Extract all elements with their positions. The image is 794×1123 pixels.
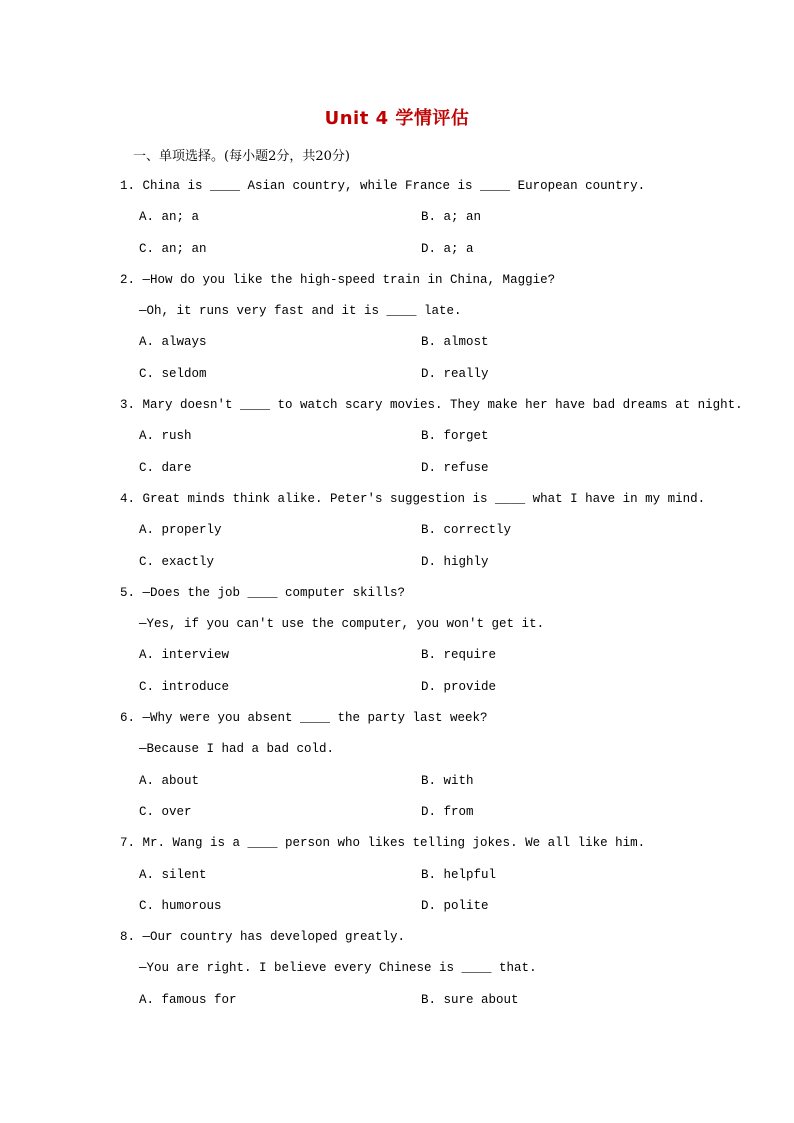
option-d: D. from [421, 804, 474, 819]
question-3 [120, 395, 743, 489]
option-a: A. properly [139, 523, 222, 538]
option-b: B. require [421, 648, 497, 663]
question-stem: 1. China is ____ Asian country, while France is ____ European country. [120, 179, 646, 193]
option-d: D. a; a [421, 241, 474, 256]
question-4 [120, 489, 720, 583]
option-a: A. silent [139, 867, 207, 882]
option-c: C. over [139, 804, 192, 819]
option-a: A. interview [139, 648, 230, 663]
question-reply: —You are right. I believe every Chinese is ____ that. [139, 961, 537, 976]
option-d: D. really [421, 366, 489, 381]
options-row [120, 802, 720, 833]
question-list [120, 176, 743, 1021]
question-reply: —Because I had a bad cold. [139, 742, 335, 757]
option-c: C. exactly [139, 554, 215, 569]
question-1 [120, 176, 720, 270]
options-row [120, 771, 720, 802]
options-row [120, 552, 720, 583]
option-d: D. provide [421, 679, 497, 694]
question-stem: 2. —How do you like the high-speed train in China, Maggie? [120, 272, 556, 287]
option-a: A. an; a [139, 210, 200, 225]
options-row [120, 458, 720, 489]
question-6 [120, 708, 720, 833]
option-b: B. forget [421, 429, 489, 444]
question-5 [120, 583, 720, 708]
options-row [120, 426, 720, 457]
options-row [120, 896, 720, 927]
options-row [120, 990, 720, 1021]
options-row [120, 239, 720, 270]
option-d: D. highly [421, 554, 489, 569]
options-row [120, 332, 720, 363]
question-2 [120, 270, 720, 395]
option-b: B. a; an [421, 210, 482, 225]
option-b: B. almost [421, 335, 489, 350]
options-row [120, 364, 720, 395]
option-a: A. always [139, 335, 207, 350]
option-b: B. sure about [421, 992, 519, 1007]
option-a: A. famous for [139, 992, 237, 1007]
option-b: B. correctly [421, 523, 512, 538]
option-c: C. an; an [139, 241, 207, 256]
options-row [120, 677, 720, 708]
option-b: B. with [421, 773, 474, 788]
question-stem: 5. —Does the job ____ computer skills? [120, 585, 406, 600]
question-stem: 8. —Our country has developed greatly. [120, 930, 406, 945]
question-stem: 4. Great minds think alike. Peter's suggestion is ____ what I have in my mind. [120, 491, 706, 506]
options-row [120, 207, 720, 238]
option-c: C. introduce [139, 679, 230, 694]
page-title: Unit 4 学情评估 [324, 108, 470, 129]
question-reply: —Oh, it runs very fast and it is ____ late. [139, 304, 462, 319]
option-d: D. refuse [421, 460, 489, 475]
option-a: A. rush [139, 429, 192, 444]
options-row [120, 645, 720, 676]
option-d: D. polite [421, 898, 489, 913]
question-stem: 3. Mary doesn't ____ to watch scary movies. They make her have bad dreams at night. [120, 398, 743, 413]
question-reply: —Yes, if you can't use the computer, you won't get it. [139, 617, 545, 632]
options-row [120, 865, 720, 896]
options-row [120, 520, 720, 551]
question-stem: 7. Mr. Wang is a ____ person who likes telling jokes. We all like him. [120, 836, 646, 851]
question-7 [120, 833, 720, 927]
question-stem: 6. —Why were you absent ____ the party last week? [120, 711, 488, 726]
option-a: A. about [139, 773, 200, 788]
option-c: C. dare [139, 460, 192, 475]
option-c: C. humorous [139, 898, 222, 913]
section-heading: 一、单项选择。(每小题2分，共20分) [133, 149, 350, 164]
option-c: C. seldom [139, 366, 207, 381]
question-8 [120, 927, 720, 1021]
option-b: B. helpful [421, 867, 497, 882]
